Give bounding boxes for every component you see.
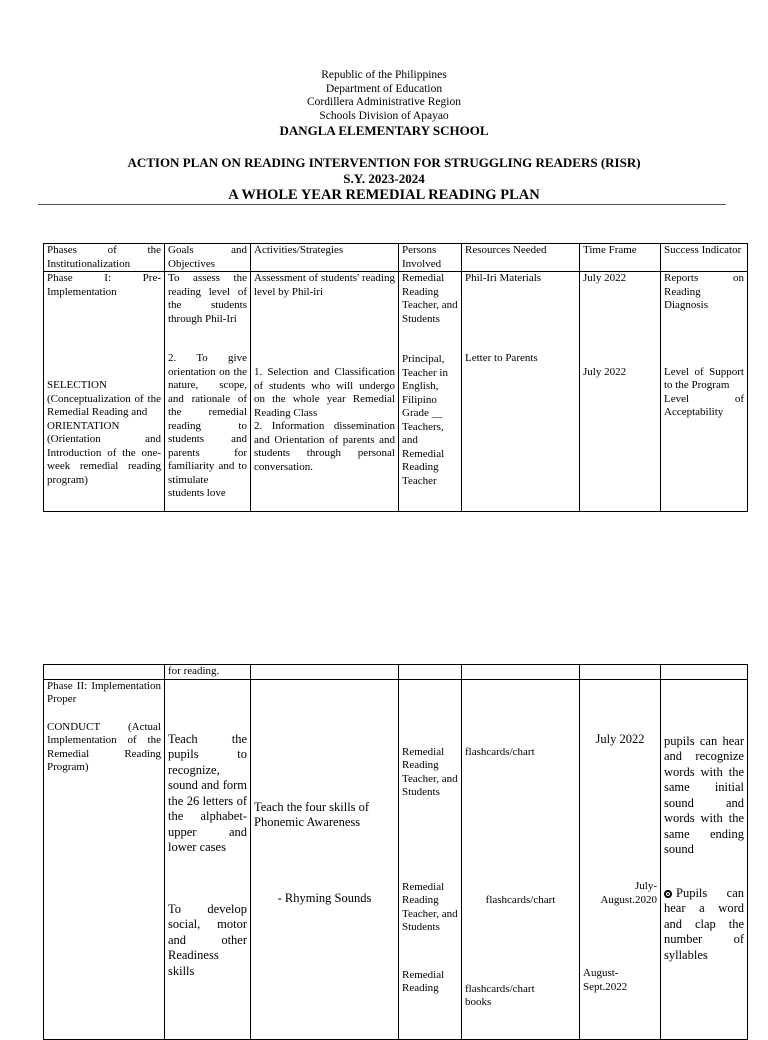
- title-line-2: S.Y. 2023-2024: [343, 171, 425, 186]
- orientation-label: ORIENTATION: [47, 419, 120, 432]
- circle-bullet-icon: [664, 890, 672, 898]
- activity-phonemic-awareness: Teach the four skills of Phonemic Awareness: [254, 799, 370, 829]
- persons-cell: [399, 272, 462, 512]
- goal-teach-letters: Teach the pupils to recognize, sound and form the 26 letters of the alphabet-upper and lower cases: [168, 731, 247, 854]
- resources-row-3: flashcards/chart books: [465, 982, 535, 1008]
- time-row-1: July 2022: [595, 731, 645, 746]
- persons-row-1: Remedial Reading Teacher, and Students: [402, 272, 458, 325]
- column-header-time: Time Frame: [580, 244, 661, 272]
- column-header-indicator: Success Indicator: [661, 244, 748, 272]
- conceptualization-text: (Conceptualization of the Remedial Reading and: [47, 392, 161, 418]
- column-header-phases: Phases of the Institutionalization: [44, 244, 165, 272]
- region-line: Cordillera Administrative Region: [307, 96, 461, 108]
- conduct-text: CONDUCT (Actual Implementation of the Remedial Reading Program): [47, 720, 161, 773]
- title-line-3: A WHOLE YEAR REMEDIAL READING PLAN: [228, 187, 540, 203]
- action-plan-table-part-1: [43, 243, 748, 512]
- time-cell: [580, 679, 661, 1039]
- title-line-1: ACTION PLAN ON READING INTERVENTION FOR STRUGGLING READERS (RISR): [127, 155, 641, 170]
- phase-2-label: Phase II: Implementation Proper: [47, 679, 161, 705]
- continued-text: for reading.: [165, 665, 251, 680]
- table-row: [44, 679, 748, 1039]
- document-title: [0, 155, 768, 204]
- activity-rhyming-sounds: - Rhyming Sounds: [277, 890, 372, 905]
- persons-row-2: Remedial Reading Teacher, and Students: [402, 880, 458, 933]
- indicator-syllables-item: [664, 886, 744, 964]
- resources-cell: [462, 272, 580, 512]
- selection-label: SELECTION: [47, 379, 107, 391]
- persons-cell: [399, 679, 462, 1039]
- table-row: [44, 272, 748, 512]
- indicator-support: Level of Support to the Program: [664, 365, 744, 391]
- department-line: Department of Education: [325, 82, 443, 95]
- activity-information: 2. Information dissemination and Orientation of parents and students through personal conversation.: [254, 420, 395, 473]
- table-row-continuation: [44, 665, 748, 680]
- indicator-row-1: Reports on Reading Diagnosis: [664, 272, 744, 311]
- division-line: Schools Division of Apayao: [319, 109, 449, 122]
- resources-row-1: flashcards/chart: [465, 745, 535, 758]
- time-row-2: July 2022: [583, 365, 627, 378]
- indicator-cell: [661, 679, 748, 1039]
- republic-line: Republic of the Philippines: [321, 69, 447, 81]
- indicator-syllables: Pupils can hear a word and clap the number of syllables: [664, 885, 744, 962]
- goals-cell: [165, 679, 251, 1039]
- resources-row-2: flashcards/chart: [485, 894, 556, 906]
- column-header-resources: Resources Needed: [462, 244, 580, 272]
- resources-row-2: Letter to Parents: [465, 351, 538, 364]
- persons-row-1: Remedial Reading Teacher, and Students: [402, 745, 458, 798]
- title-underline: [38, 204, 726, 205]
- indicator-acceptability: Level of Acceptability: [664, 392, 744, 418]
- goal-readiness-skills: To develop social, motor and other Readiness skills: [168, 901, 247, 978]
- activity-assessment: Assessment of students' reading level by Phil-iri: [254, 272, 395, 298]
- activities-cell: [251, 679, 399, 1039]
- activities-cell: [251, 272, 399, 512]
- phase-1-label: Phase I: Pre-Implementation: [47, 272, 161, 298]
- action-plan-table-part-2: [43, 664, 748, 1040]
- goal-orientation: 2. To give orientation on the nature, scope, and rationale of the remedial reading to students and parents for familiarity and to stimulate students love: [168, 352, 247, 499]
- phase-cell: [44, 272, 165, 512]
- table-header-row: [44, 244, 748, 272]
- time-cell: [580, 272, 661, 512]
- time-row-1: July 2022: [583, 272, 627, 284]
- orientation-text: (Orientation and Introduction of the one-week remedial reading program): [47, 433, 161, 486]
- resources-cell: [462, 679, 580, 1039]
- letterhead: [0, 69, 768, 139]
- goals-cell: [165, 272, 251, 512]
- resources-row-1: Phil-Iri Materials: [465, 272, 542, 284]
- time-row-3: August-Sept.2022: [583, 967, 628, 993]
- indicator-cell: [661, 272, 748, 512]
- phase-cell: [44, 679, 165, 1039]
- time-row-2: July-August.2020: [600, 880, 657, 906]
- activity-selection: 1. Selection and Classification of students who will undergo on the whole year Remedial Reading Class: [254, 366, 395, 419]
- indicator-sounds: pupils can hear and recognize words with the same initial sound and words with the same ending sound: [664, 733, 744, 856]
- column-header-goals: Goals and Objectives: [165, 244, 251, 272]
- persons-row-3: Remedial Reading: [402, 968, 445, 994]
- column-header-persons: Persons Involved: [399, 244, 462, 272]
- school-name: DANGLA ELEMENTARY SCHOOL: [279, 123, 489, 138]
- persons-row-2: Principal, Teacher in English, Filipino Grade __ Teachers, and Remedial Reading Teacher: [402, 353, 448, 487]
- goal-assess: To assess the reading level of the students through Phil-Iri: [168, 272, 247, 325]
- column-header-activities: Activities/Strategies: [251, 244, 399, 272]
